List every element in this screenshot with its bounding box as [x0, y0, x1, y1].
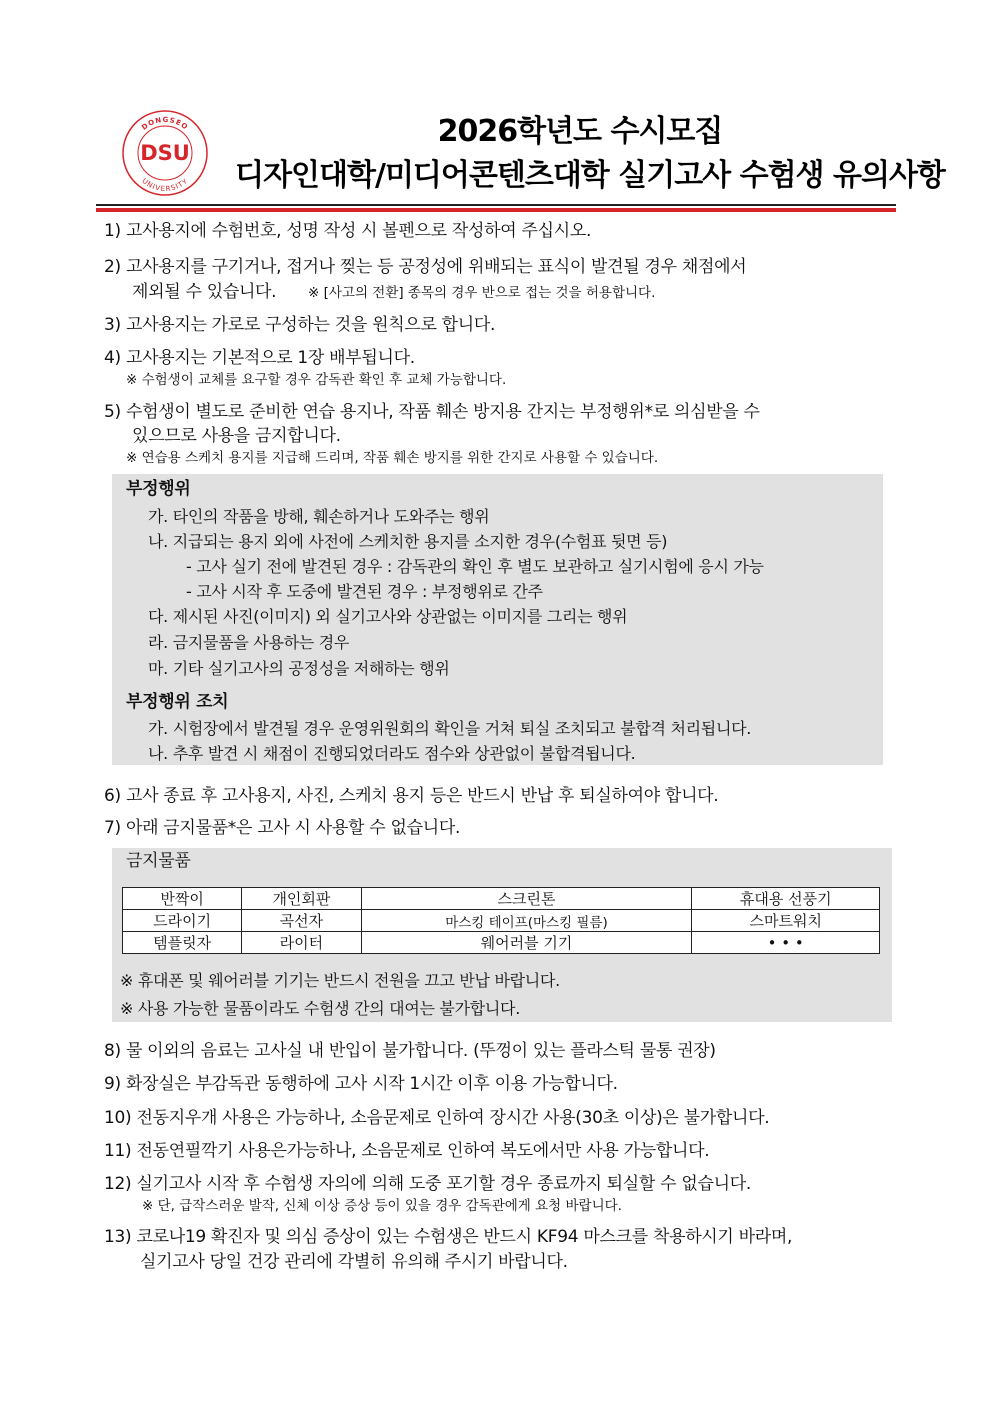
title-rule-red [96, 208, 896, 212]
item-7: 7) 아래 금지물품*은 고사 시 사용할 수 없습니다. [104, 818, 461, 838]
dsu-logo [120, 108, 210, 198]
table-cell: 스크린톤 [361, 888, 692, 910]
item-10: 10) 전동지우개 사용은 가능하나, 소음문제로 인하여 장시간 사용(30초 이상)은 불가합니다. [104, 1108, 770, 1128]
misconduct-ma: 마. 기타 실기고사의 공정성을 저해하는 행위 [148, 659, 450, 678]
prohibited-heading: 금지물품 [126, 851, 191, 871]
item-4-note: ※ 수험생이 교체를 요구할 경우 감독관 확인 후 교체 가능합니다. [126, 372, 507, 388]
prohibited-table [122, 887, 880, 954]
item-3: 3) 고사용지는 가로로 구성하는 것을 원칙으로 합니다. [104, 315, 496, 335]
page-subtitle: 디자인대학/미디어콘텐츠대학 실기고사 수험생 유의사항 [235, 158, 945, 193]
logo-bottom-text: UNIVERSITY [140, 176, 190, 194]
title-rule-black [96, 204, 896, 206]
logo-main-text: DSU [140, 141, 190, 165]
table-cell: 드라이기 [123, 910, 242, 932]
table-row [123, 910, 880, 932]
misconduct-action-ga: 가. 시험장에서 발견될 경우 운영위원회의 확인을 거쳐 퇴실 조치되고 불합격 처리됩니다. [148, 719, 752, 738]
logo-top-text: DONGSEO [140, 115, 190, 132]
table-cell: 반짝이 [123, 888, 242, 910]
item-9: 9) 화장실은 부감독관 동행하에 고사 시작 1시간 이후 이용 가능합니다. [104, 1074, 618, 1094]
table-cell: 휴대용 선풍기 [692, 888, 880, 910]
prohibited-note-2: ※ 사용 가능한 물품이라도 수험생 간의 대여는 불가합니다. [120, 999, 520, 1018]
item-4: 4) 고사용지는 기본적으로 1장 배부됩니다. [104, 348, 415, 368]
table-cell: • • • [692, 932, 880, 954]
misconduct-ra: 라. 금지물품을 사용하는 경우 [148, 633, 350, 652]
item-13: 13) 코로나19 확진자 및 의심 증상이 있는 수험생은 반드시 KF94 마스크를 착용하시기 바라며, [104, 1227, 793, 1247]
misconduct-action-heading: 부정행위 조치 [126, 692, 229, 712]
table-row [123, 932, 880, 954]
misconduct-ga: 가. 타인의 작품을 방해, 훼손하거나 도와주는 행위 [148, 507, 490, 526]
item-12: 12) 실기고사 시작 후 수험생 자의에 의해 도중 포기할 경우 종료까지 퇴실할 수 없습니다. [104, 1174, 751, 1194]
misconduct-na-2: - 고사 시작 후 도중에 발견된 경우 : 부정행위로 간주 [186, 582, 543, 601]
item-2-note: ※ [사고의 전환] 종목의 경우 반으로 접는 것을 허용합니다. [308, 285, 656, 301]
item-5: 5) 수험생이 별도로 준비한 연습 용지나, 작품 훼손 방지용 간지는 부정행위*로 의심받을 수 [104, 402, 760, 422]
table-cell: 스마트워치 [692, 910, 880, 932]
item-8: 8) 물 이외의 음료는 고사실 내 반입이 불가합니다. (뚜껑이 있는 플라스틱 물통 권장) [104, 1041, 716, 1061]
item-5-cont: 있으므로 사용을 금지합니다. [132, 426, 341, 446]
table-cell: 웨어러블 기기 [361, 932, 692, 954]
item-11: 11) 전동연필깍기 사용은가능하나, 소음문제로 인하여 복도에서만 사용 가능합니다. [104, 1141, 710, 1161]
item-13-cont: 실기고사 당일 건강 관리에 각별히 유의해 주시기 바랍니다. [140, 1252, 568, 1272]
page-title: 2026학년도 수시모집 [437, 114, 723, 149]
misconduct-na-1: - 고사 실기 전에 발견된 경우 : 감독관의 확인 후 별도 보관하고 실기시험에 응시 가능 [186, 557, 764, 576]
item-12-note: ※ 단, 급작스러운 발작, 신체 이상 증상 등이 있을 경우 감독관에게 요청 바랍니다. [142, 1198, 622, 1214]
item-6: 6) 고사 종료 후 고사용지, 사진, 스케치 용지 등은 반드시 반납 후 퇴실하여야 합니다. [104, 786, 719, 806]
table-cell: 마스킹 테이프(마스킹 필름) [361, 910, 692, 932]
item-1: 1) 고사용지에 수험번호, 성명 작성 시 볼펜으로 작성하여 주십시오. [104, 221, 592, 241]
item-5-note: ※ 연습용 스케치 용지를 지급해 드리며, 작품 훼손 방지를 위한 간지로 사용할 수 있습니다. [126, 450, 659, 466]
misconduct-heading: 부정행위 [126, 479, 191, 499]
table-cell: 라이터 [242, 932, 361, 954]
table-cell: 곡선자 [242, 910, 361, 932]
item-2: 2) 고사용지를 구기거나, 접거나 찢는 등 공정성에 위배되는 표식이 발견될 경우 채점에서 [104, 257, 747, 277]
misconduct-na: 나. 지급되는 용지 외에 사전에 스케치한 용지를 소지한 경우(수험표 뒷면 등) [148, 532, 668, 551]
misconduct-action-na: 나. 추후 발견 시 채점이 진행되었더라도 점수와 상관없이 불합격됩니다. [148, 744, 636, 763]
item-2-cont: 제외될 수 있습니다. [132, 282, 277, 302]
table-cell: 템플릿자 [123, 932, 242, 954]
prohibited-note-1: ※ 휴대폰 및 웨어러블 기기는 반드시 전원을 끄고 반납 바랍니다. [120, 971, 560, 990]
table-cell: 개인회판 [242, 888, 361, 910]
table-row [123, 888, 880, 910]
misconduct-da: 다. 제시된 사진(이미지) 외 실기고사와 상관없는 이미지를 그리는 행위 [148, 607, 628, 626]
